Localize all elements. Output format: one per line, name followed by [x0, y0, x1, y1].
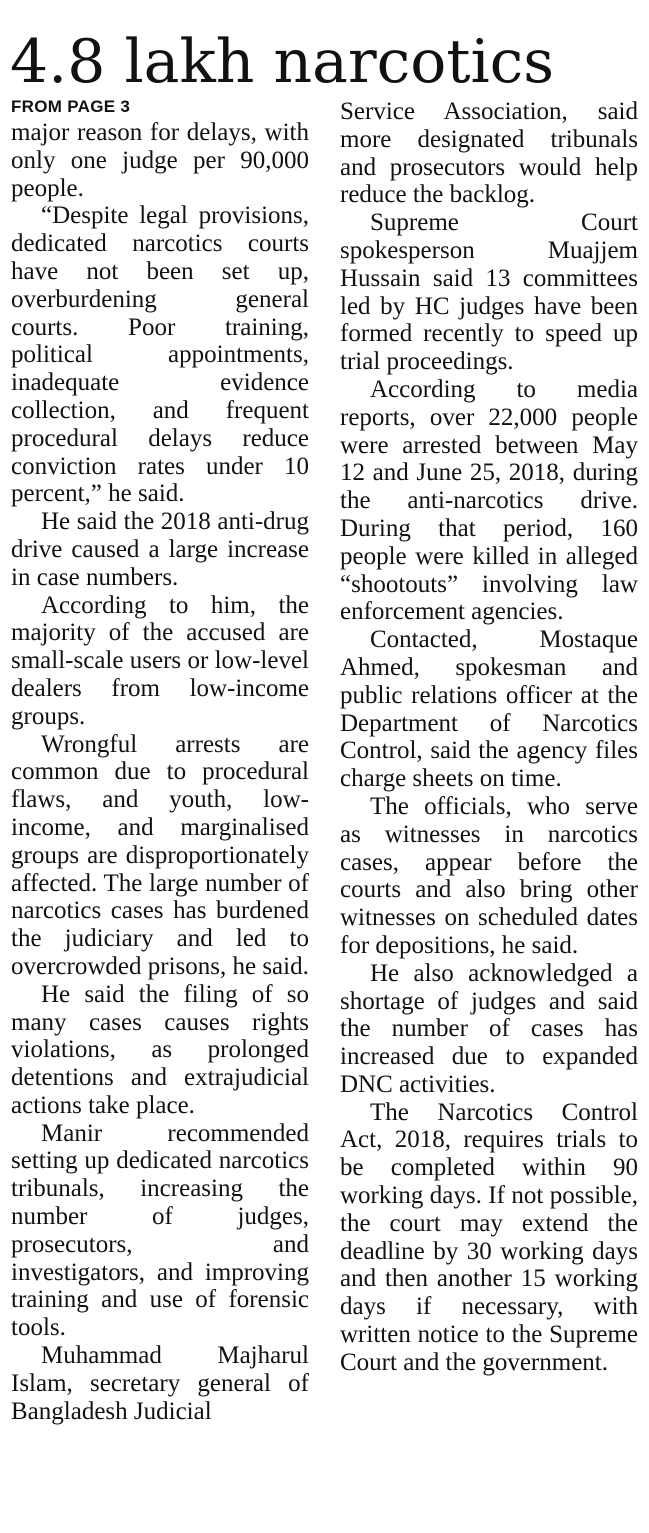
headline: 4.8 lakh narcotics: [10, 27, 555, 97]
jump-kicker: FROM PAGE 3: [11, 97, 131, 116]
paragraph: Wrongful arrests are common due to procedural flaws, and youth, low-income, and marginalised groups are disproportionately affected. The large number of narcotics cases has burdened the judiciary and led to overcrowded prisons, he said.: [11, 730, 309, 980]
paragraph: According to him, the majority of the accused are small-scale users or low-level dealers from low-income groups.: [11, 591, 309, 730]
paragraph: Service Association, said more designated tribunals and prosecutors would help reduce the backlog.: [340, 98, 638, 209]
paragraph: He said the 2018 anti-drug drive caused a large increase in case numbers.: [11, 508, 309, 591]
paragraph: Manir recommended setting up dedicated narcotics tribunals, increasing the number of judges, prosecutors, and investigators, and improving training and use of forensic tools.: [11, 1119, 309, 1342]
paragraph: major reason for delays, with only one judge per 90,000 people.: [11, 119, 309, 202]
paragraph: The Narcotics Control Act, 2018, requires trials to be completed within 90 working days. If not possible, the court may extend the deadline by 30 working days and then another 15 working days if necessary, with written notice to the Supreme Court and the government.: [340, 1098, 638, 1376]
paragraph: Muhammad Majharul Islam, secretary general of Bangladesh Judicial: [11, 1342, 309, 1425]
article-column-right: [340, 98, 638, 1377]
paragraph: He also acknowledged a shortage of judges and said the number of cases has increased due to expanded DNC activities.: [340, 959, 638, 1098]
paragraph: He said the filing of so many cases causes rights violations, as prolonged detentions and extrajudicial actions take place.: [11, 980, 309, 1119]
paragraph: According to media reports, over 22,000 people were arrested between May 12 and June 25, 2018, during the anti-narcotics drive. During that period, 160 people were killed in alleged “shootouts” involving law enforcement agencies.: [340, 375, 638, 626]
paragraph: “Despite legal provisions, dedicated narcotics courts have not been set up, overburdening general courts. Poor training, political appointments, inadequate evidence collection, and frequent procedural delays reduce conviction rates under 10 percent,” he said.: [11, 202, 309, 508]
paragraph: The officials, who serve as witnesses in narcotics cases, appear before the courts and also bring other witnesses on scheduled dates for depositions, he said.: [340, 792, 638, 959]
paragraph: Contacted, Mostaque Ahmed, spokesman and public relations officer at the Department of Narcotics Control, said the agency files charge sheets on time.: [340, 626, 638, 793]
article-column-left: [11, 98, 309, 1425]
paragraph: Supreme Court spokesperson Muajjem Hussain said 13 committees led by HC judges have been formed recently to speed up trial proceedings.: [340, 209, 638, 376]
